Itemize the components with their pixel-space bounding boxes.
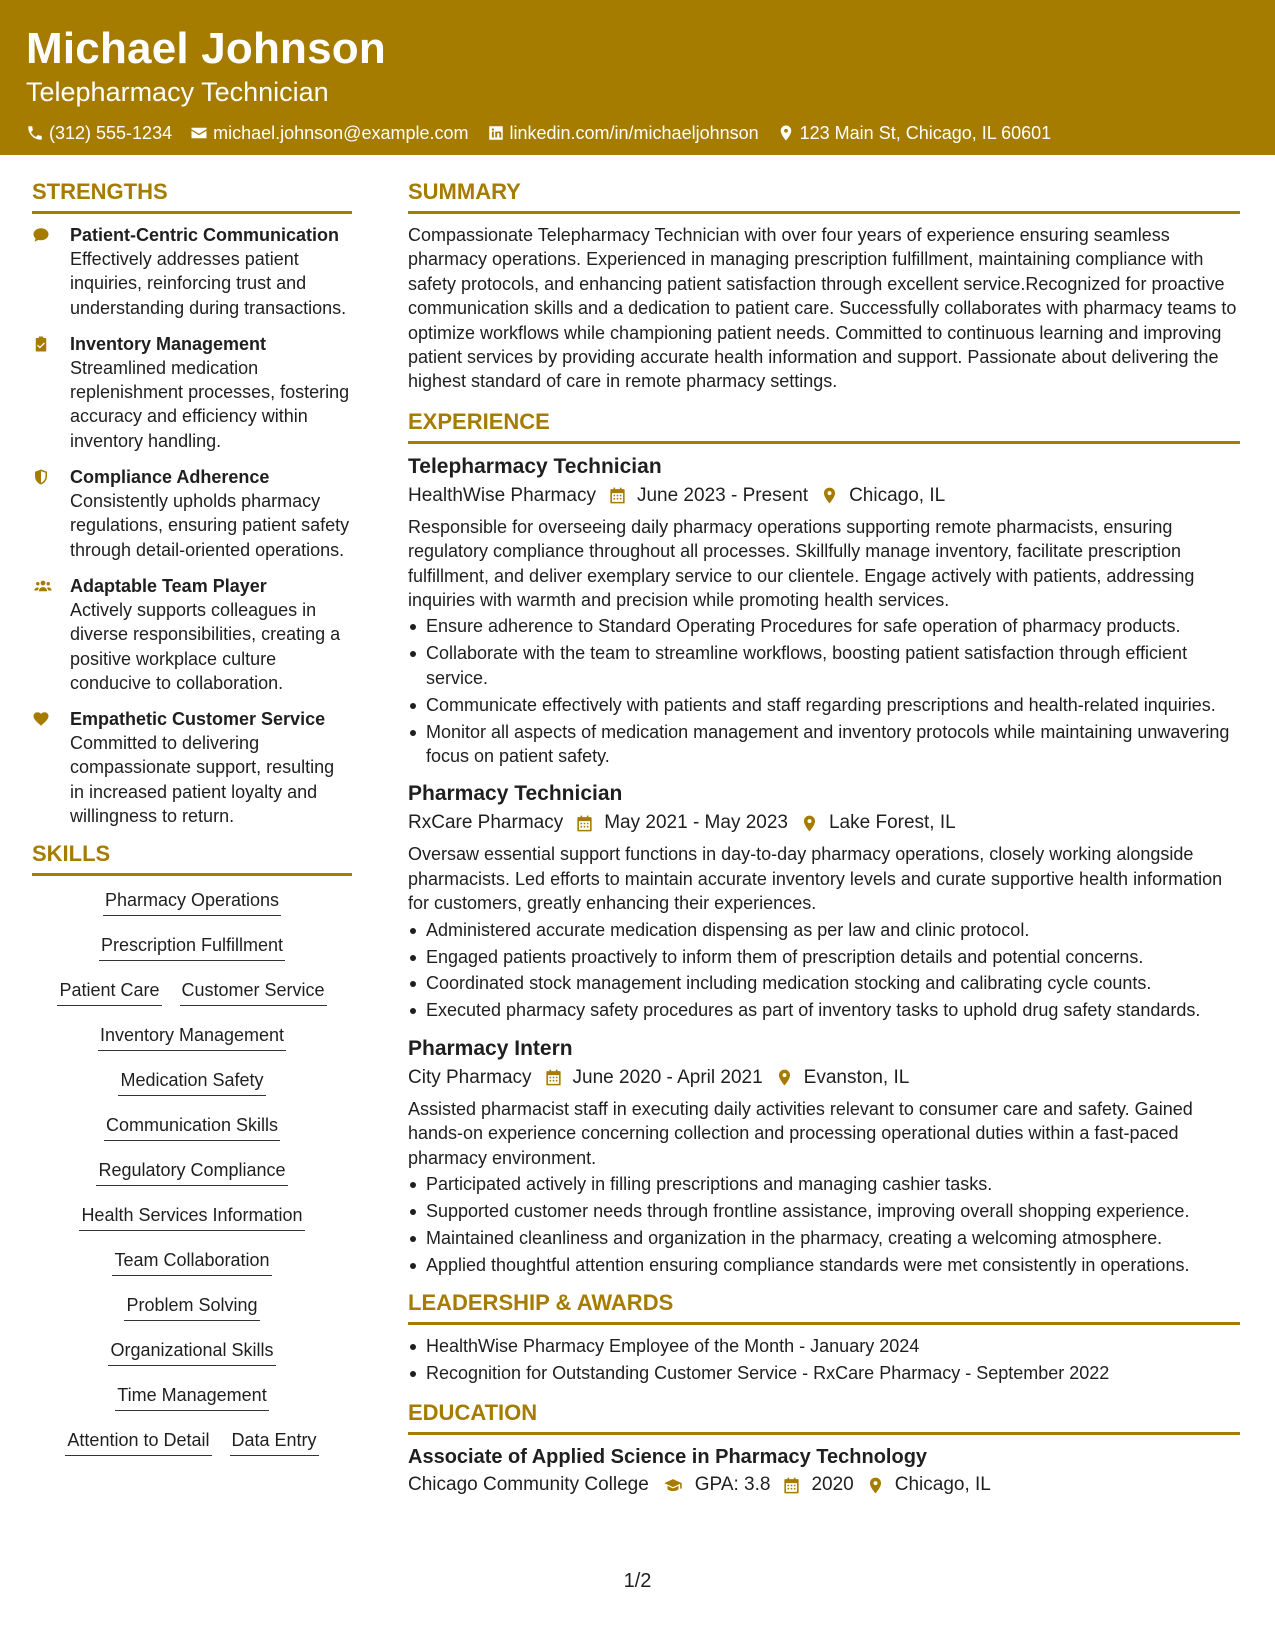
school-location: Chicago, IL xyxy=(894,1474,991,1496)
list-item: Applied thoughtful attention ensuring compliance standards were met consistently in operations. xyxy=(408,1253,1240,1277)
job-description: Responsible for overseeing daily pharmacy operations supporting remote pharmacists, ensuring regulatory compliance throughout all processes. Skillfully manage inventory, facilitate prescription fulfillment, and deliver exemplary service to our clientele. Engage actively with patients, addressing inquiries with warmth and precision while promoting health services. xyxy=(408,516,1195,611)
degree-title: Associate of Applied Science in Pharmacy Technology xyxy=(408,1446,928,1469)
skill-tag: Medication Safety xyxy=(118,1067,265,1096)
strength-item xyxy=(32,332,352,453)
left-column xyxy=(32,178,352,1470)
calendar-icon xyxy=(575,814,594,833)
list-item: Supported customer needs through frontline assistance, improving overall shopping experience. xyxy=(408,1199,1240,1223)
contact-linkedin[interactable] xyxy=(487,122,759,144)
skill-tag: Inventory Management xyxy=(98,1022,286,1051)
awards-list xyxy=(408,1334,1240,1385)
company-name: HealthWise Pharmacy xyxy=(408,484,596,506)
contact-address xyxy=(777,122,1052,144)
skill-tag: Regulatory Compliance xyxy=(96,1157,287,1186)
linkedin-icon xyxy=(487,124,505,142)
job-dates: May 2021 - May 2023 xyxy=(604,812,788,834)
job-location: Evanston, IL xyxy=(803,1066,910,1088)
job-title: Pharmacy Technician xyxy=(408,782,623,806)
strength-title: Empathetic Customer Service xyxy=(70,709,326,730)
strength-title: Patient-Centric Communication xyxy=(70,225,340,245)
job-description: Oversaw essential support functions in day-to-day pharmacy operations, closely working alongside pharmacists. Led efforts to maintain accurate inventory levels and curate supportive health information for customers, greatly enhancing their experiences. xyxy=(408,844,1223,914)
contact-bar xyxy=(26,122,1275,144)
job-entry xyxy=(408,780,1240,1022)
strength-item xyxy=(32,465,352,562)
linkedin-text[interactable]: linkedin.com/in/michaeljohnson xyxy=(509,123,759,143)
job-meta xyxy=(408,1063,1240,1093)
education-meta xyxy=(408,1470,1240,1500)
skill-tag: Pharmacy Operations xyxy=(103,887,281,916)
email-text[interactable]: michael.johnson@example.com xyxy=(213,123,469,143)
company-name: City Pharmacy xyxy=(408,1066,532,1088)
skill-tag: Health Services Information xyxy=(79,1202,304,1231)
calendar-icon xyxy=(544,1068,563,1087)
address-text: 123 Main St, Chicago, IL 60601 xyxy=(799,123,1052,143)
envelope-icon xyxy=(190,124,208,142)
list-item: Communicate effectively with patients and staff regarding prescriptions and health-related inquiries. xyxy=(408,693,1240,717)
contact-email[interactable] xyxy=(190,122,468,144)
map-pin-icon xyxy=(777,124,795,142)
graduation-year: 2020 xyxy=(811,1474,854,1496)
candidate-title: Telepharmacy Technician xyxy=(26,77,329,107)
skill-tag: Communication Skills xyxy=(104,1112,280,1141)
job-meta xyxy=(408,481,1240,511)
strength-title: Compliance Adherence xyxy=(70,467,270,488)
job-bullets xyxy=(408,918,1240,1023)
phone-icon xyxy=(26,124,44,142)
shield-icon xyxy=(32,468,50,486)
calendar-icon xyxy=(608,486,627,505)
job-title: Telepharmacy Technician xyxy=(408,454,662,478)
job-meta xyxy=(408,808,1240,838)
skill-tag: Prescription Fulfillment xyxy=(99,932,285,961)
education-heading: EDUCATION xyxy=(408,1399,1240,1435)
speech-bubble-icon xyxy=(32,226,50,244)
list-item: HealthWise Pharmacy Employee of the Month - January 2024 xyxy=(408,1334,1240,1358)
strength-desc: Actively supports colleagues in diverse responsibilities, creating a positive workplace culture conducive to collaboration. xyxy=(70,599,341,693)
list-item: Participated actively in filling prescriptions and managing cashier tasks. xyxy=(408,1172,1240,1196)
page-number: 1/2 xyxy=(623,1570,652,1592)
list-item: Monitor all aspects of medication management and inventory protocols while maintaining unwavering focus on patient safety. xyxy=(408,720,1240,769)
resume-header xyxy=(0,0,1275,155)
list-item: Administered accurate medication dispensing as per law and clinic protocol. xyxy=(408,918,1240,942)
strength-desc: Effectively addresses patient inquiries, reinforcing trust and understanding during transactions. xyxy=(70,249,347,318)
job-title: Pharmacy Intern xyxy=(408,1036,573,1060)
job-entry xyxy=(408,453,1240,769)
phone-text: (312) 555-1234 xyxy=(49,123,173,143)
job-entry xyxy=(408,1035,1240,1277)
experience-heading: EXPERIENCE xyxy=(408,408,1240,444)
skill-tag: Data Entry xyxy=(230,1427,319,1456)
list-item: Collaborate with the team to streamline workflows, boosting patient satisfaction through efficient service. xyxy=(408,641,1240,690)
job-bullets xyxy=(408,1172,1240,1277)
graduation-cap-icon xyxy=(661,1476,685,1495)
skill-tag: Customer Service xyxy=(180,977,327,1006)
strengths-heading: STRENGTHS xyxy=(32,178,352,214)
strength-desc: Consistently upholds pharmacy regulations, ensuring patient safety through detail-oriented operations. xyxy=(70,491,350,560)
strength-desc: Streamlined medication replenishment processes, fostering accuracy and efficiency within inventory handling. xyxy=(70,357,350,451)
strength-title: Adaptable Team Player xyxy=(70,575,267,596)
map-pin-icon xyxy=(775,1068,794,1087)
company-name: RxCare Pharmacy xyxy=(408,812,564,834)
list-item: Coordinated stock management including medication stocking and calibrating cycle counts. xyxy=(408,971,1240,995)
gpa-text: GPA: 3.8 xyxy=(694,1474,771,1496)
strength-item xyxy=(32,574,352,695)
list-item: Recognition for Outstanding Customer Service - RxCare Pharmacy - September 2022 xyxy=(408,1361,1240,1385)
map-pin-icon xyxy=(800,814,819,833)
users-icon xyxy=(32,577,54,595)
right-column xyxy=(408,178,1240,1504)
calendar-icon xyxy=(782,1476,801,1495)
skills-list xyxy=(32,885,352,1470)
candidate-name: Michael Johnson xyxy=(26,24,386,73)
skill-tag: Team Collaboration xyxy=(112,1247,271,1276)
strength-item xyxy=(32,223,352,320)
list-item: Ensure adherence to Standard Operating Procedures for safe operation of pharmacy products. xyxy=(408,614,1240,638)
list-item: Executed pharmacy safety procedures as part of inventory tasks to uphold drug safety standards. xyxy=(408,998,1240,1022)
skills-heading: SKILLS xyxy=(32,840,352,876)
job-bullets xyxy=(408,614,1240,768)
job-location: Lake Forest, IL xyxy=(828,812,956,834)
job-description: Assisted pharmacist staff in executing daily activities relevant to consumer care and safety. Gained hands-on experience concerning collection and processing operational duties within a fast-paced pharmacy environment. xyxy=(408,1098,1193,1168)
awards-heading: LEADERSHIP & AWARDS xyxy=(408,1289,1240,1325)
summary-text: Compassionate Telepharmacy Technician with over four years of experience ensuring seamless pharmacy operations. Experienced in managing prescription fulfillment, maintaining compliance with safety protocols, and enhancing patient satisfaction through excellent service.Recognized for proactive communication skills and a dedication to patient care. Successfully collaborates with pharmacy teams to optimize workflows while championing patient needs. Committed to continuous learning and improving patient services by providing accurate health information and support. Passionate about delivering the highest standard of care in remote pharmacy settings. xyxy=(408,225,1237,392)
skill-tag: Organizational Skills xyxy=(108,1337,275,1366)
summary-heading: SUMMARY xyxy=(408,178,1240,214)
job-location: Chicago, IL xyxy=(849,484,946,506)
list-item: Maintained cleanliness and organization in the pharmacy, creating a welcoming atmosphere. xyxy=(408,1226,1240,1250)
map-pin-icon xyxy=(866,1476,885,1495)
job-dates: June 2020 - April 2021 xyxy=(572,1066,763,1088)
skill-tag: Problem Solving xyxy=(124,1292,259,1321)
strength-item xyxy=(32,707,352,828)
strength-title: Inventory Management xyxy=(70,333,267,354)
skill-tag: Time Management xyxy=(115,1382,268,1411)
list-item: Engaged patients proactively to inform them of prescription details and potential concerns. xyxy=(408,945,1240,969)
skill-tag: Patient Care xyxy=(57,977,161,1006)
contact-phone xyxy=(26,122,172,144)
school-name: Chicago Community College xyxy=(408,1474,649,1496)
strength-desc: Committed to delivering compassionate support, resulting in increased patient loyalty and willingness to return. xyxy=(70,733,335,827)
heart-icon xyxy=(32,710,50,728)
skill-tag: Attention to Detail xyxy=(65,1427,211,1456)
map-pin-icon xyxy=(820,486,839,505)
job-dates: June 2023 - Present xyxy=(636,484,809,506)
clipboard-check-icon xyxy=(32,335,50,353)
